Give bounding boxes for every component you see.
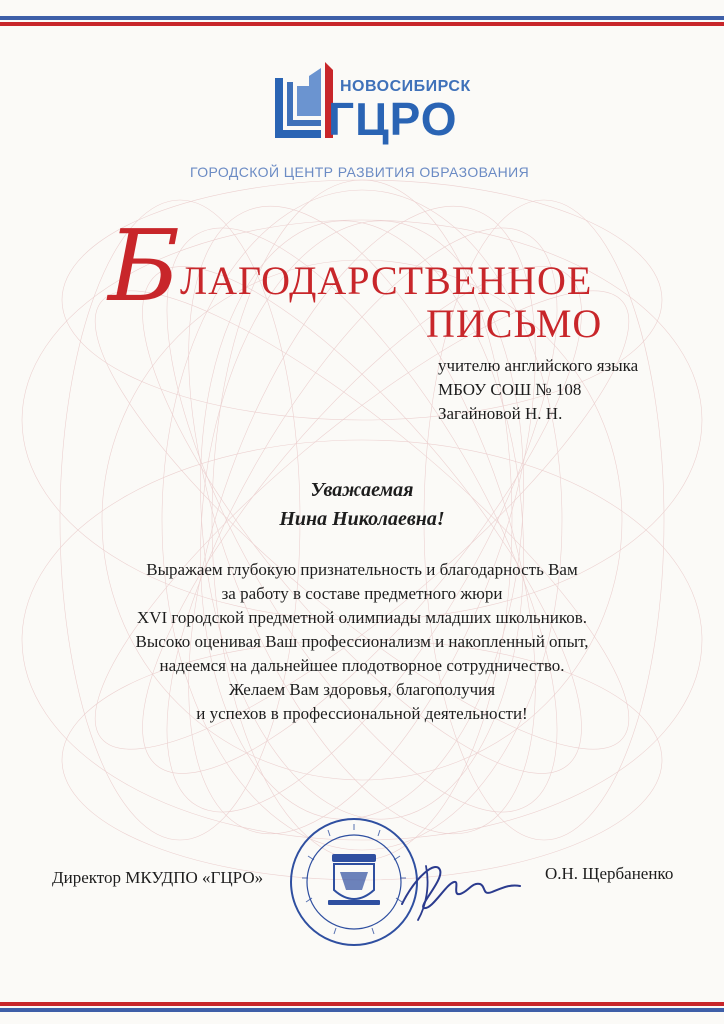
body-line: XVI городской предметной олимпиады младших школьников.	[136, 608, 588, 627]
greeting-line: Уважаемая	[310, 479, 414, 501]
signatory-title: Директор МКУДПО «ГЦРО»	[52, 868, 264, 887]
title-first-letter: Б	[108, 210, 181, 324]
body-line: и успехов в профессиональной деятельности!	[196, 704, 528, 723]
recipient-block	[438, 354, 638, 426]
logo-subtitle: ГОРОДСКОЙ ЦЕНТР РАЗВИТИЯ ОБРАЗОВАНИЯ	[190, 164, 530, 180]
body-line: Высоко оценивая Ваш профессионализм и накопленный опыт,	[135, 632, 589, 651]
handwritten-signature	[396, 846, 526, 926]
title-line-2: ПИСЬМО	[426, 301, 603, 346]
recipient-line: МБОУ СОШ № 108	[438, 380, 582, 399]
greeting-line: Нина Николаевна!	[279, 508, 445, 530]
top-stripe-red	[0, 22, 724, 26]
logo-name: ГЦРО	[328, 93, 458, 145]
bottom-stripe-blue	[0, 1008, 724, 1012]
top-stripe-blue	[0, 16, 724, 20]
bottom-stripe-red	[0, 1002, 724, 1006]
body-line: надеемся на дальнейшее плодотворное сотрудничество.	[159, 656, 565, 675]
signatory-name: О.Н. Щербаненко	[545, 864, 674, 883]
letter-body	[0, 558, 724, 726]
title-line-1-rest: ЛАГОДАРСТВЕННОЕ	[180, 258, 593, 303]
logo-city: НОВОСИБИРСК	[340, 78, 471, 95]
recipient-line: учителю английского языка	[438, 356, 639, 375]
greeting-block	[0, 476, 724, 534]
recipient-line: Загайновой Н. Н.	[438, 404, 563, 423]
body-line: Выражаем глубокую признательность и благодарность Вам	[146, 560, 578, 579]
body-line: Желаем Вам здоровья, благополучия	[228, 680, 496, 699]
body-line: за работу в составе предметного жюри	[221, 584, 503, 603]
